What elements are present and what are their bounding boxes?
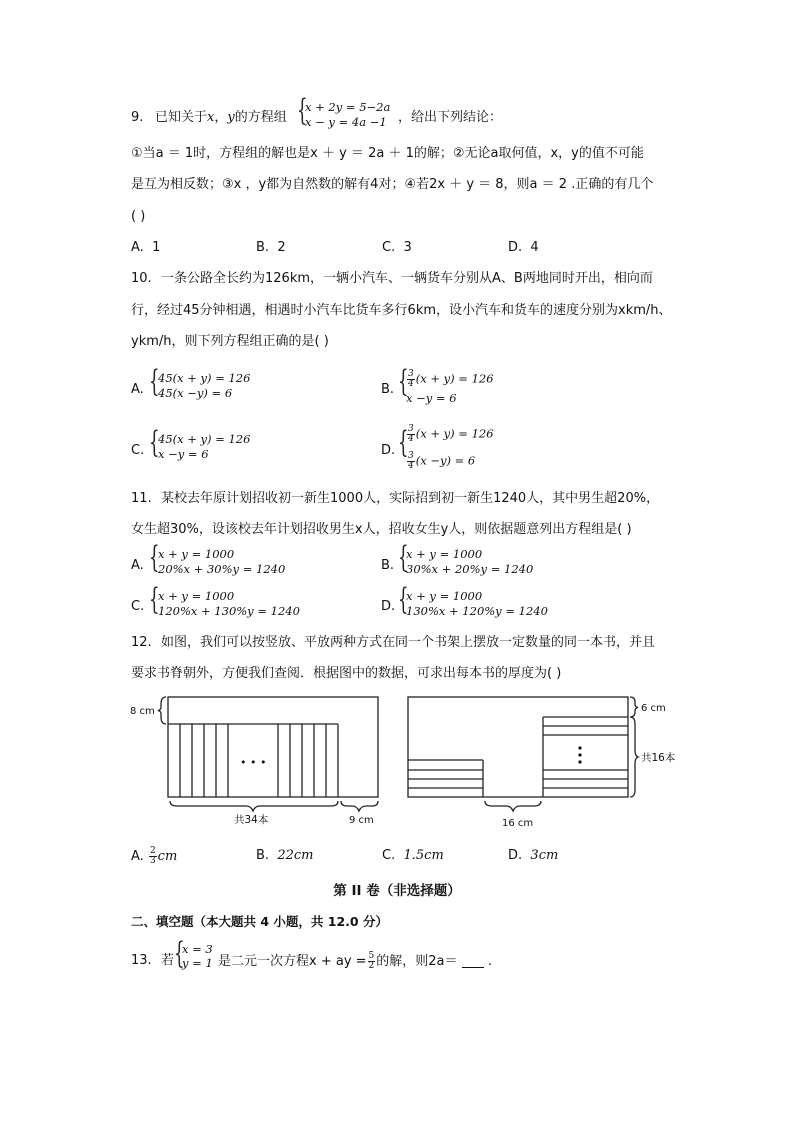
q11-d-brace: { <box>398 582 409 617</box>
right-16cm-brace <box>485 801 541 811</box>
fill-in-section-header: 二、填空题（本大题共 4 小题，共 12.0 分） <box>131 914 388 929</box>
q13-brace: { <box>174 936 185 971</box>
right-shelf-frame <box>408 697 628 797</box>
q10-option-d-label: D. <box>381 443 396 458</box>
q10-c-eq2: x −y = 6 <box>158 447 209 461</box>
q11-option-b-label: B. <box>381 558 395 573</box>
q11-d-eq1: x + y = 1000 <box>406 589 483 603</box>
q10-line3: ykm/h，则下列方程组正确的是( ) <box>131 334 329 349</box>
right-16cm-label: 16 cm <box>502 818 534 829</box>
q9-option-c: C. 3 <box>382 240 412 255</box>
q11-line1: 某校去年原计划招收初一新生1000人，实际招到初一新生1240人，其中男生超20%， <box>161 491 660 506</box>
left-count-brace <box>170 801 338 811</box>
q13-y-eq: y = 1 <box>182 956 213 970</box>
left-9cm-label: 9 cm <box>349 815 374 826</box>
q11-b-eq2: 30%x + 20%y = 1240 <box>406 562 534 576</box>
q10-b-eq1: $\frac{3}{4}$ (x + y) = 126 <box>408 369 494 389</box>
q10-a-brace: { <box>149 364 160 399</box>
q10-line1: 一条公路全长约为126km，一辆小汽车、一辆货车分别从A、B两地同时开出，相向而 <box>161 271 653 286</box>
q10-option-b-label: B. <box>381 382 395 397</box>
q10-number: 10. <box>131 271 152 286</box>
q11-option-d-label: D. <box>381 599 396 614</box>
right-count-brace <box>630 717 638 797</box>
q10-a-eq2: 45(x −y) = 6 <box>158 386 233 400</box>
q13-pre: 若 <box>161 953 175 968</box>
q9-number: 9. <box>131 110 144 125</box>
q11-option-a-label: A. <box>131 558 144 573</box>
left-shelf-frame <box>168 697 378 797</box>
q9-option-a: A. 1 <box>131 240 161 255</box>
right-vertical-dots <box>578 746 581 763</box>
q12-line1: 如图，我们可以按竖放、平放两种方式在同一个书架上摆放一定数量的同一本书，并且 <box>161 635 656 650</box>
q11-b-brace: { <box>398 540 409 575</box>
q9-option-d: D. 4 <box>508 240 539 255</box>
q10-b-eq2: x −y = 6 <box>406 391 457 405</box>
q9-eq2: x − y = 4a −1 <box>305 115 387 129</box>
q10-option-c-label: C. <box>131 443 145 458</box>
q9-eq1: x + 2y = 5−2a <box>305 100 391 114</box>
q11-c-eq1: x + y = 1000 <box>158 589 235 603</box>
q11-a-eq2: 20%x + 30%y = 1240 <box>158 562 286 576</box>
bookshelf-figure <box>128 692 688 837</box>
right-count-label: 共16本 <box>641 752 676 764</box>
left-dots: • • • <box>240 756 267 769</box>
q10-c-eq1: 45(x + y) = 126 <box>158 432 251 446</box>
q10-b-brace: { <box>398 364 409 399</box>
q9-statement-line1: ①当a ＝ 1时，方程组的解也是x ＋ y ＝ 2a ＋ 1的解；②无论a取何值，x，y的值不可能 <box>131 146 644 161</box>
q13-body: 是二元一次方程x + ay = $\frac{5}{2}$ 的解，则2a＝ . <box>218 951 492 971</box>
q13-answer-blank[interactable] <box>462 955 484 968</box>
part-2-title: 第 II 卷（非选择题） <box>333 883 461 899</box>
q11-line2: 女生超30%，设该校去年计划招收男生x人，招收女生y人，则依据题意列出方程组是( ) <box>131 522 632 537</box>
q9-stem-end: ，给出下列结论： <box>398 110 503 125</box>
left-count-label: 共34本 <box>234 814 269 826</box>
q11-a-eq1: x + y = 1000 <box>158 547 235 561</box>
q12-option-c: C. 1.5cm <box>382 848 444 863</box>
q10-a-eq1: 45(x + y) = 126 <box>158 371 251 385</box>
q11-number: 11. <box>131 491 152 506</box>
q11-d-eq2: 130%x + 120%y = 1240 <box>406 604 548 618</box>
left-top-label: 8 cm <box>130 706 155 717</box>
q12-option-d: D. 3cm <box>508 848 559 863</box>
q10-c-brace: { <box>149 425 160 460</box>
q12-option-a: A. $\frac{2}{3}$ cm <box>131 846 178 866</box>
q11-c-brace: { <box>149 582 160 617</box>
q9-option-b: B. 2 <box>256 240 286 255</box>
q13-number: 13. <box>131 953 152 968</box>
q12-line2: 要求书脊朝外，方便我们查阅．根据图中的数据，可求出每本书的厚度为( ) <box>131 666 562 681</box>
q9-answer-paren: ( ) <box>131 209 146 224</box>
q12-number: 12. <box>131 635 152 650</box>
q9-brace: { <box>297 93 308 128</box>
q13-x-eq: x = 3 <box>182 942 213 956</box>
q11-option-c-label: C. <box>131 599 145 614</box>
q10-d-eq1: $\frac{3}{4}$ (x + y) = 126 <box>408 424 494 444</box>
left-8cm-brace <box>158 697 166 724</box>
q10-line2: 行，经过45分钟相遇，相遇时小汽车比货车多行6km，设小汽车和货车的速度分别为xkm/h、 <box>131 303 672 318</box>
q10-option-a-label: A. <box>131 382 144 397</box>
q9-stem: 已知关于x，y的方程组 <box>155 110 287 125</box>
q10-d-eq2: $\frac{3}{4}$ (x −y) = 6 <box>408 451 476 471</box>
q12-option-b: B. 22cm <box>256 848 314 863</box>
q11-b-eq1: x + y = 1000 <box>406 547 483 561</box>
q10-d-brace: { <box>398 425 409 460</box>
left-9cm-brace <box>341 801 378 811</box>
q11-c-eq2: 120%x + 130%y = 1240 <box>158 604 300 618</box>
right-top-label: 6 cm <box>641 703 666 714</box>
q9-statement-line2: 是互为相反数；③x ，y都为自然数的解有4对；④若2x ＋ y ＝ 8，则a ＝ 2 .正确的有几个 <box>131 177 654 192</box>
right-6cm-brace <box>630 697 638 717</box>
q11-a-brace: { <box>149 540 160 575</box>
